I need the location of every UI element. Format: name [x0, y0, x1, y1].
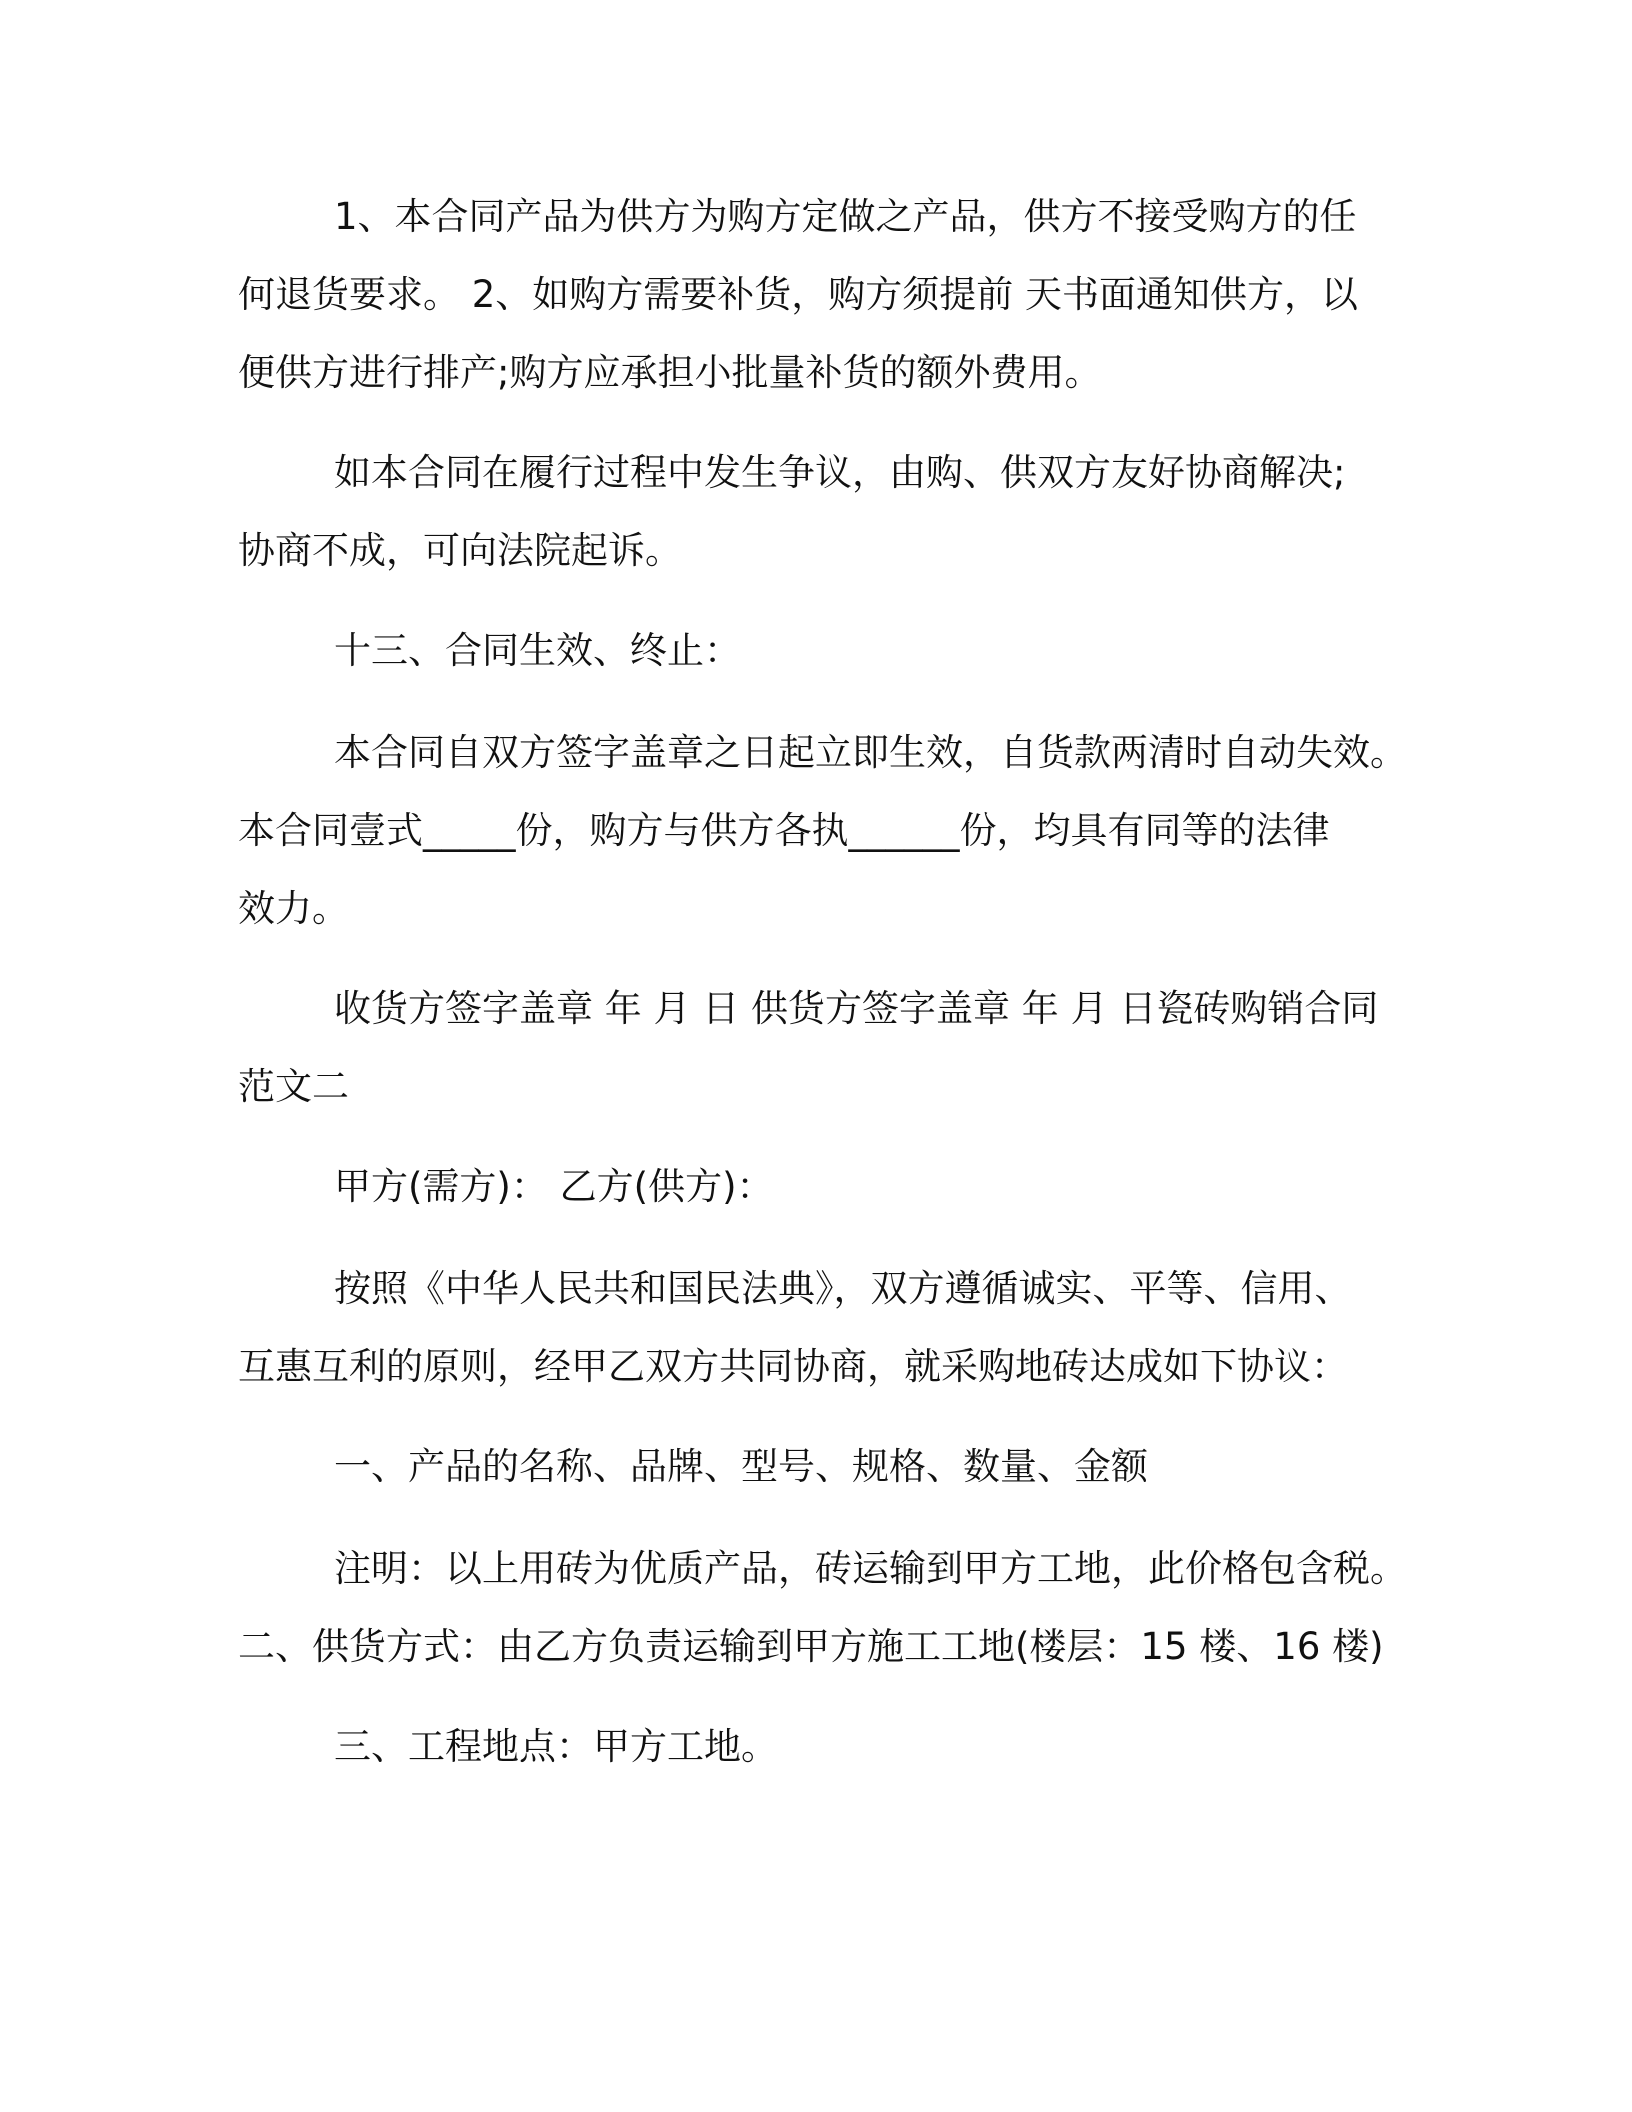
- paragraph-line: 效力。: [238, 887, 349, 930]
- section-heading: 三、工程地点：甲方工地。: [334, 1725, 778, 1768]
- paragraph-line: 范文二: [238, 1065, 349, 1108]
- paragraph-line: 便供方进行排产;购方应承担小批量补货的额外费用。: [238, 351, 1102, 394]
- paragraph-line: 甲方(需方)： 乙方(供方)：: [334, 1165, 774, 1208]
- paragraph-line: 何退货要求。 2、如购方需要补货，购方须提前 天书面通知供方，以: [238, 273, 1359, 316]
- section-heading-effect: [238, 612, 1398, 690]
- paragraph-line: 协商不成，可向法院起诉。: [238, 529, 682, 572]
- paragraph-preamble: [238, 1250, 1398, 1406]
- paragraph-return-policy: [238, 178, 1398, 412]
- paragraph-line: 互惠互利的原则，经甲乙双方共同协商，就采购地砖达成如下协议：: [238, 1345, 1348, 1388]
- paragraph-line: 按照《中华人民共和国民法典》，双方遵循诚实、平等、信用、: [334, 1267, 1352, 1310]
- paragraph-line: 二、供货方式：由乙方负责运输到甲方施工工地(楼层：15 楼、16 楼): [238, 1625, 1384, 1668]
- paragraph-signatures: [238, 970, 1398, 1126]
- paragraph-dispute: [238, 434, 1398, 590]
- paragraph-parties: [238, 1148, 1398, 1226]
- paragraph-line: 本合同自双方签字盖章之日起立即生效，自货款两清时自动失效。: [334, 731, 1407, 774]
- paragraph-note-supply: [238, 1530, 1407, 1686]
- paragraph-line: 本合同壹式_____份，购方与供方各执______份，均具有同等的法律: [238, 809, 1330, 852]
- section-heading: 一、产品的名称、品牌、型号、规格、数量、金额: [334, 1445, 1148, 1488]
- paragraph-line: 如本合同在履行过程中发生争议，由购、供双方友好协商解决;: [334, 451, 1346, 494]
- paragraph-effect-terms: [238, 714, 1407, 948]
- section-heading: 十三、合同生效、终止：: [334, 629, 741, 672]
- paragraph-line: 注明：以上用砖为优质产品，砖运输到甲方工地，此价格包含税。: [334, 1547, 1407, 1590]
- paragraph-line: 收货方签字盖章 年 月 日 供货方签字盖章 年 月 日瓷砖购销合同: [334, 987, 1379, 1030]
- section-heading-products: [238, 1428, 1398, 1506]
- paragraph-line: 1、本合同产品为供方为购方定做之产品，供方不接受购方的任: [334, 195, 1357, 238]
- section-heading-location: [238, 1708, 1398, 1786]
